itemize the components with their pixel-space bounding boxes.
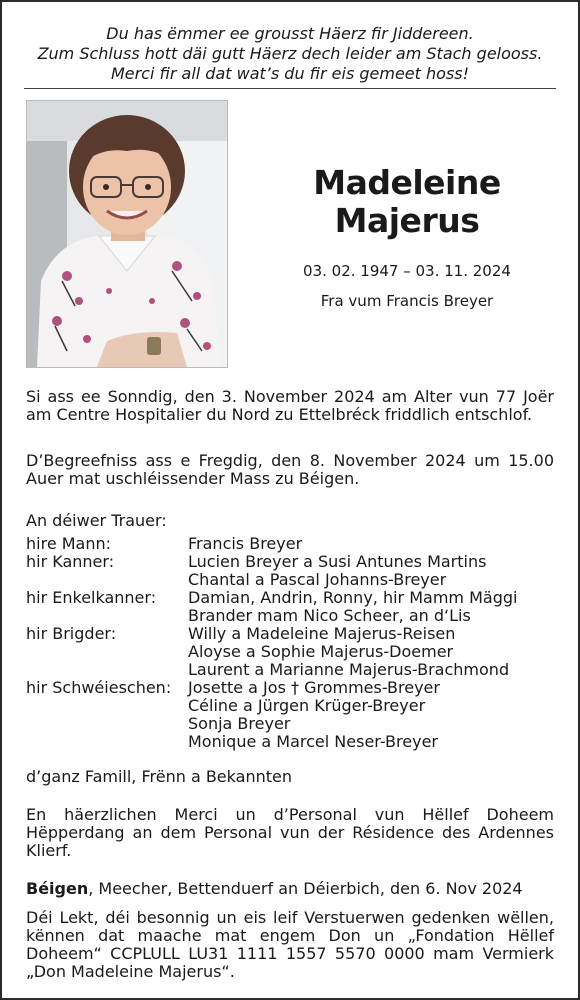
relation-label: hir Enkelkanner: [26, 588, 157, 607]
funeral-announcement: D’Begreefniss ass e Fregdig, den 8. November 2024 um 15.00 Auer mat uschléissender Mass zu Béigen. [26, 451, 554, 488]
mourner-name: Brander mam Nico Scheer, an d‘Lis [188, 606, 471, 625]
mourner-name: Sonja Breyer [188, 714, 291, 733]
mourners-heading: An déiwer Trauer: [26, 511, 167, 530]
life-dates: 03. 02. 1947 – 03. 11. 2024 [303, 262, 511, 280]
mourner-group [26, 535, 554, 553]
mourner-group [26, 553, 554, 589]
mourner-name: Laurent a Marianne Majerus-Brachmond [188, 660, 510, 679]
first-name: Madeleine [313, 163, 501, 202]
mourners-list [26, 535, 554, 751]
portrait-photo [26, 100, 228, 368]
relation-label: hir Kanner: [26, 552, 115, 571]
signoff-place: Béigen [26, 879, 89, 898]
name-block [264, 164, 550, 310]
memorial-verse [2, 2, 578, 84]
relation-label: hir Schwéieschen: [26, 678, 172, 697]
mourner-name: Céline a Jürgen Krüger-Breyer [188, 696, 426, 715]
thanks-paragraph: En häerzlichen Merci un d’Personal vun Hëllef Doheem Hëpperdang an dem Personal vun der Résidence des Ardennes Klierf. [26, 805, 554, 860]
mourner-name: Francis Breyer [188, 534, 303, 553]
mourner-group [26, 679, 554, 751]
mourner-name: Chantal a Pascal Johanns-Breyer [188, 570, 447, 589]
spouse-line: Fra vum Francis Breyer [320, 292, 494, 310]
verse-line: Zum Schluss hott däi gutt Häerz dech leider am Stach gelooss. [37, 44, 543, 63]
mourner-group [26, 589, 554, 625]
relation-label: hir Brigder: [26, 624, 117, 643]
verse-line: Du has ëmmer ee grousst Häerz fir Jiddereen. [106, 24, 474, 43]
mourner-name: Willy a Madeleine Majerus-Reisen [188, 624, 456, 643]
divider [24, 88, 556, 89]
extended-mourners: d’ganz Famill, Frënn a Bekannten [26, 767, 292, 786]
mourner-name: Aloyse a Sophie Majerus-Doemer [188, 642, 454, 661]
last-name: Majerus [334, 201, 480, 240]
mourner-name: Monique a Marcel Neser-Breyer [188, 732, 438, 751]
mourner-name: Damian, Andrin, Ronny, hir Mamm Mäggi [188, 588, 518, 607]
mourner-name: Josette a Jos † Grommes-Breyer [188, 678, 440, 697]
relation-label: hire Mann: [26, 534, 112, 553]
verse-line: Merci fir all dat wat’s du fir eis gemeet hoss! [110, 64, 470, 83]
mourner-group [26, 625, 554, 679]
signoff-line [26, 880, 554, 898]
mourner-name: Lucien Breyer a Susi Antunes Martins [188, 552, 487, 571]
death-announcement: Si ass ee Sonndig, den 3. November 2024 am Alter vun 77 Joër am Centre Hospitalier du Nord zu Ettelbréck friddlich entschlof. [26, 387, 554, 424]
signoff-rest: , Meecher, Bettenduerf an Déierbich, den 6. Nov 2024 [88, 879, 523, 898]
donation-paragraph: Déi Lekt, déi besonnig un eis leif Verstuerwen gedenken wëllen, kënnen dat maache mat engem Don un „Fondation Hëllef Doheem“ CCPLULL LU31 1111 1557 5570 0000 mam Vermierk „Don Madeleine Majerus“. [26, 908, 554, 981]
